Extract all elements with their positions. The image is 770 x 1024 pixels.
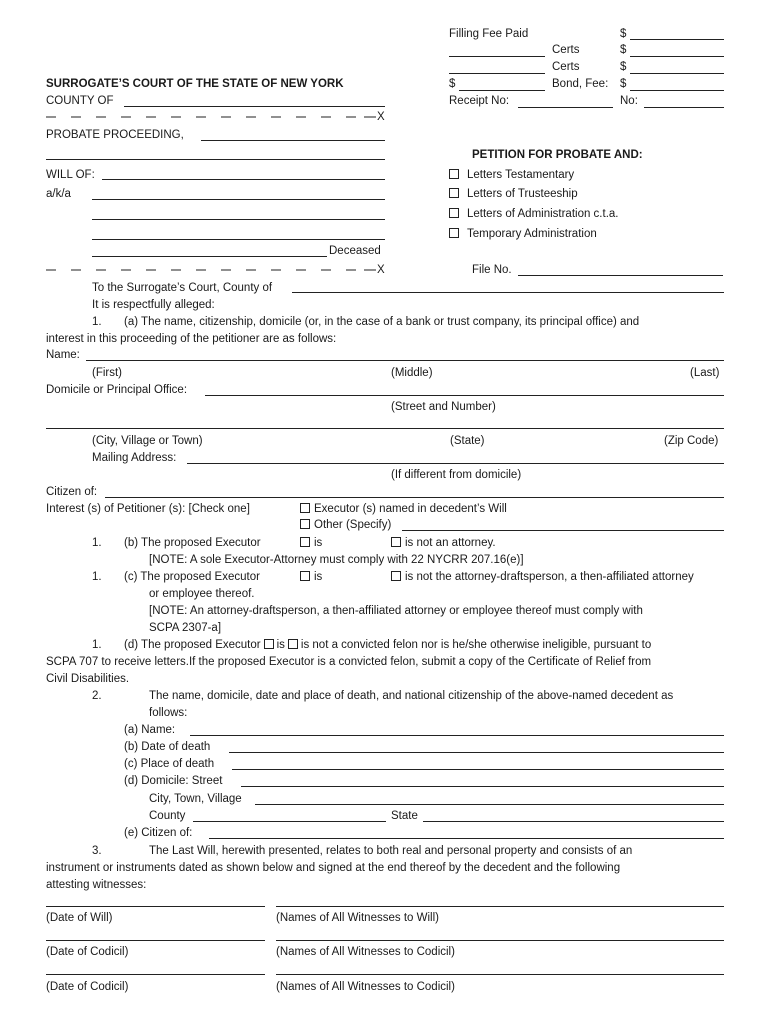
p1b-is-option[interactable]: is — [300, 536, 322, 550]
citizen-of-label: Citizen of: — [46, 486, 98, 498]
witnesses-will-label: (Names of All Witnesses to Will) — [276, 912, 439, 924]
county-field-decedent[interactable] — [193, 821, 386, 822]
p2-text-cont: follows: — [149, 707, 188, 719]
date-of-death-label: (b) Date of death — [124, 741, 211, 753]
certs-count-field-1[interactable] — [449, 56, 545, 57]
certs-fee-field-1[interactable] — [630, 56, 724, 57]
witnesses-codicil-field-1[interactable] — [276, 940, 724, 941]
p1c-number: 1. — [92, 571, 102, 583]
fee-dollar-4: $ — [620, 78, 627, 90]
checkbox[interactable] — [449, 188, 459, 198]
respectfully-alleged: It is respectfully alleged: — [92, 299, 215, 311]
date-of-will-field[interactable] — [46, 906, 265, 907]
p2-number: 2. — [92, 690, 102, 702]
bond-amount-field[interactable] — [459, 90, 545, 91]
checkbox[interactable] — [391, 537, 401, 547]
p3-text: The Last Will, herewith presented, relates to both real and personal property and consists of an — [149, 845, 633, 857]
note-2-cont: SCPA 2307-a] — [149, 622, 222, 634]
p2-text: The name, domicile, date and place of death, and national citizenship of the above-named decedent as — [149, 690, 674, 702]
filling-fee-label: Filling Fee Paid — [449, 28, 529, 40]
to-court-county-field[interactable] — [292, 292, 724, 293]
witnesses-codicil-label-2: (Names of All Witnesses to Codicil) — [276, 981, 455, 993]
p1b-text: (b) The proposed Executor — [124, 537, 261, 549]
decedent-name-label: (a) Name: — [124, 724, 176, 736]
middle-label: (Middle) — [391, 367, 433, 379]
aka-field-1[interactable] — [92, 199, 385, 200]
witnesses-codicil-field-2[interactable] — [276, 974, 724, 975]
option-letters-administration[interactable]: Letters of Administration c.t.a. — [449, 207, 619, 221]
aka-label: a/k/a — [46, 188, 71, 200]
receipt-no-label: Receipt No: — [449, 95, 510, 107]
domicile-street-field[interactable] — [241, 786, 724, 787]
county-of-label: COUNTY OF — [46, 95, 114, 107]
caption-divider-top — [46, 110, 386, 127]
date-of-death-field[interactable] — [229, 752, 724, 753]
decedent-citizen-field[interactable] — [209, 838, 724, 839]
p1c-text: (c) The proposed Executor — [124, 571, 260, 583]
county-label: County — [149, 810, 186, 822]
checkbox[interactable] — [391, 571, 401, 581]
p1d-text: (d) The proposed Executor is is not a convicted felon nor is he/she otherwise ineligible, pursuant to — [124, 639, 652, 651]
p1d-is-not-checkbox[interactable] — [288, 639, 298, 649]
p1d-number: 1. — [92, 639, 102, 651]
witnesses-will-field[interactable] — [276, 906, 724, 907]
checkbox[interactable] — [300, 519, 310, 529]
city-label: (City, Village or Town) — [92, 435, 203, 447]
street-number-label: (Street and Number) — [391, 401, 496, 413]
decedent-name-field[interactable] — [190, 735, 724, 736]
zip-label: (Zip Code) — [664, 435, 719, 447]
decedent-state-field[interactable] — [423, 821, 724, 822]
date-of-codicil-label-1: (Date of Codicil) — [46, 946, 129, 958]
p1c-text-cont: or employee thereof. — [149, 588, 255, 600]
no-field[interactable] — [644, 107, 724, 108]
p1c-is-not-option[interactable]: is not the attorney-draftsperson, a then-affiliated attorney — [391, 570, 694, 584]
fee-dollar-1: $ — [620, 28, 627, 40]
checkbox[interactable] — [449, 169, 459, 179]
certs-label-1: Certs — [552, 44, 580, 56]
p1b-number: 1. — [92, 537, 102, 549]
county-field[interactable] — [124, 106, 385, 107]
bond-fee-field[interactable] — [630, 90, 724, 91]
probate-proceeding-field[interactable] — [201, 140, 385, 141]
mailing-address-field[interactable] — [187, 463, 724, 464]
city-town-field[interactable] — [255, 804, 724, 805]
decedent-citizen-label: (e) Citizen of: — [124, 827, 193, 839]
note-1: [NOTE: A sole Executor-Attorney must comply with 22 NYCRR 207.16(e)] — [149, 554, 524, 566]
bond-fee-label: Bond, Fee: — [552, 78, 609, 90]
to-court-label: To the Surrogate’s Court, County of — [92, 282, 273, 294]
option-temporary-administration[interactable]: Temporary Administration — [449, 227, 597, 241]
p1d-text-cont-1: SCPA 707 to receive letters.If the proposed Executor is a convicted felon, submit a copy of the Certificate of Relief from — [46, 656, 652, 668]
file-no-label: File No. — [472, 264, 512, 276]
certs-label-2: Certs — [552, 61, 580, 73]
aka-field-3[interactable] — [92, 239, 385, 240]
p1d-is-checkbox[interactable] — [264, 639, 274, 649]
p1b-is-not-option[interactable]: is not an attorney. — [391, 536, 496, 550]
court-title: SURROGATE’S COURT OF THE STATE OF NEW YORK — [46, 78, 344, 90]
p1a-text-cont: interest in this proceeding of the petitioner are as follows: — [46, 333, 337, 345]
caption-x-bottom: X — [377, 264, 385, 276]
p1a-number: 1. — [92, 316, 102, 328]
domicile-field[interactable] — [205, 395, 724, 396]
witnesses-codicil-label-1: (Names of All Witnesses to Codicil) — [276, 946, 455, 958]
will-of-label: WILL OF: — [46, 169, 95, 181]
p3-number: 3. — [92, 845, 102, 857]
option-letters-testamentary[interactable]: Letters Testamentary — [449, 168, 574, 182]
caption-blank-line[interactable] — [46, 159, 385, 160]
city-town-label: City, Town, Village — [149, 793, 242, 805]
caption-x-top: X — [377, 111, 385, 123]
fee-dollar-3: $ — [620, 61, 627, 73]
probate-proceeding-label: PROBATE PROCEEDING, — [46, 129, 184, 141]
checkbox[interactable] — [300, 537, 310, 547]
checkbox[interactable] — [449, 208, 459, 218]
date-of-will-label: (Date of Will) — [46, 912, 113, 924]
date-of-codicil-field-1[interactable] — [46, 940, 265, 941]
mailing-address-label: Mailing Address: — [92, 452, 177, 464]
place-of-death-label: (c) Place of death — [124, 758, 215, 770]
petition-heading: PETITION FOR PROBATE AND: — [472, 149, 643, 161]
receipt-no-field[interactable] — [518, 107, 613, 108]
caption-divider-bottom — [46, 263, 386, 280]
date-of-codicil-label-2: (Date of Codicil) — [46, 981, 129, 993]
name-label: Name: — [46, 349, 80, 361]
aka-field-2[interactable] — [92, 219, 385, 220]
will-of-field[interactable] — [102, 179, 385, 180]
p1c-is-option[interactable]: is — [300, 570, 322, 584]
note-2: [NOTE: An attorney-draftsperson, a then-affiliated attorney or employee thereof must comply with — [149, 605, 643, 617]
certs-fee-field-2[interactable] — [630, 73, 724, 74]
other-specify-field[interactable] — [402, 530, 724, 531]
p3-text-cont-1: instrument or instruments dated as shown below and signed at the end thereof by the decedent and the following — [46, 862, 621, 874]
domicile-city-field[interactable] — [46, 428, 724, 429]
first-label: (First) — [92, 367, 123, 379]
p1d-text-cont-2: Civil Disabilities. — [46, 673, 130, 685]
p1a-text: (a) The name, citizenship, domicile (or, in the case of a bank or trust company, its principal office) and — [124, 316, 640, 328]
domicile-street-label: (d) Domicile: Street — [124, 775, 223, 787]
no-label: No: — [620, 95, 638, 107]
citizen-of-field[interactable] — [105, 497, 724, 498]
place-of-death-field[interactable] — [232, 769, 724, 770]
name-field[interactable] — [86, 360, 724, 361]
interest-other-option[interactable]: Other (Specify) — [300, 518, 391, 532]
filling-fee-field[interactable] — [630, 39, 724, 40]
certs-count-field-2[interactable] — [449, 73, 545, 74]
interest-label: Interest (s) of Petitioner (s): [Check one] — [46, 503, 250, 515]
date-of-codicil-field-2[interactable] — [46, 974, 265, 975]
p3-text-cont-2: attesting witnesses: — [46, 879, 147, 891]
domicile-label: Domicile or Principal Office: — [46, 384, 188, 396]
deceased-label: Deceased — [329, 245, 381, 257]
checkbox[interactable] — [300, 503, 310, 513]
option-letters-trusteeship[interactable]: Letters of Trusteeship — [449, 187, 578, 201]
deceased-name-field[interactable] — [92, 256, 327, 257]
state-label: (State) — [450, 435, 485, 447]
fee-dollar-2: $ — [620, 44, 627, 56]
bond-dollar: $ — [449, 78, 456, 90]
checkbox[interactable] — [449, 228, 459, 238]
if-different-label: (If different from domicile) — [391, 469, 522, 481]
checkbox[interactable] — [300, 571, 310, 581]
file-no-field[interactable] — [518, 275, 723, 276]
last-label: (Last) — [690, 367, 720, 379]
decedent-state-label: State — [391, 810, 418, 822]
interest-executor-option[interactable]: Executor (s) named in decedent’s Will — [300, 502, 507, 516]
